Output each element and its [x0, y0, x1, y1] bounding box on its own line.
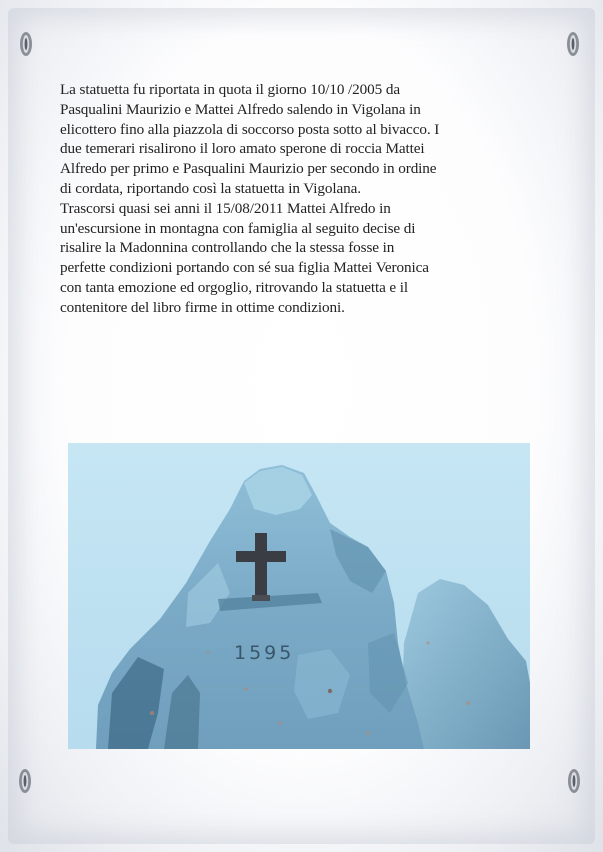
pushpin-icon — [565, 30, 581, 58]
text-line: risalire la Madonnina controllando che la stessa fosse in — [60, 239, 395, 257]
pushpin-icon — [18, 30, 34, 58]
text-line: perfette condizioni portando con sé sua figlia Mattei Veronica — [60, 259, 429, 277]
pushpin-icon — [17, 767, 33, 795]
text-line: Alfredo per primo e Pasqualini Maurizio per secondo in ordine — [60, 160, 437, 178]
text-line: Pasqualini Maurizio e Mattei Alfredo salendo in Vigolana in — [60, 100, 421, 118]
rock-summit-photo — [68, 443, 530, 749]
text-line: elicottero fino alla piazzola di soccorso posta sotto al bivacco. I — [60, 120, 440, 138]
text-line: di cordata, riportando così la statuetta in Vigolana. — [60, 179, 361, 197]
text-line: con tanta emozione ed orgoglio, ritrovando la statuetta e il — [60, 278, 408, 296]
text-line: due temerari risalirono il loro amato sperone di roccia Mattei — [60, 140, 425, 158]
text-line: La statuetta fu riportata in quota il giorno 10/10 /2005 da — [60, 81, 400, 98]
carved-year: 1595 — [234, 642, 295, 664]
story-paragraph — [60, 80, 542, 318]
text-line: Trascorsi quasi sei anni il 15/08/2011 Mattei Alfredo in — [60, 199, 391, 217]
text-line: contenitore del libro firme in ottime condizioni. — [60, 298, 345, 316]
pushpin-icon — [566, 767, 582, 795]
text-line: un'escursione in montagna con famiglia al seguito decise di — [60, 219, 416, 237]
